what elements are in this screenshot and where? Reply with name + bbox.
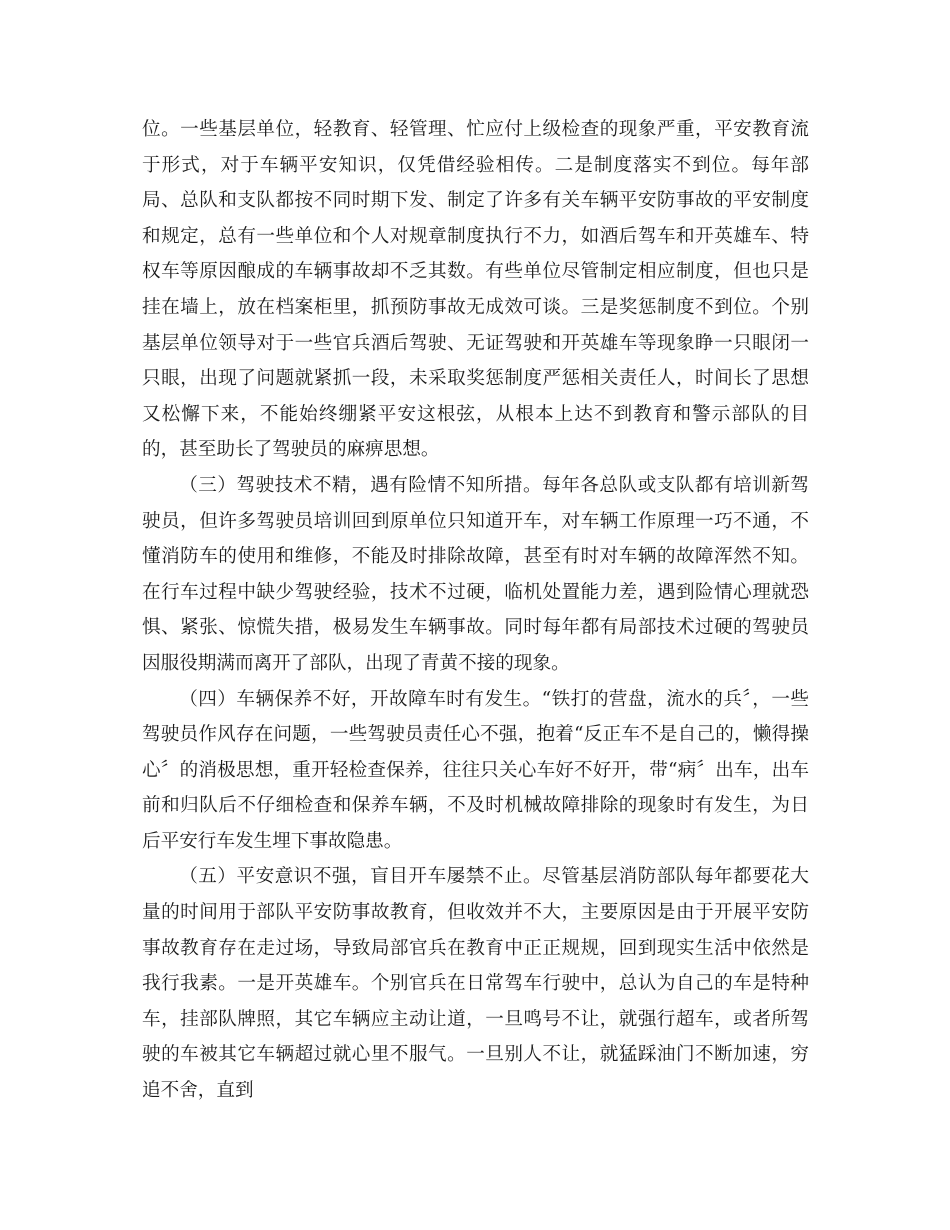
paragraph-section-3: （三）驾驶技术不精，遇有险情不知所措。每年各总队或支队都有培训新驾驶员，但许多驾驶员培训回到原单位只知道开车，对车辆工作原理一巧不通，不懂消防车的使用和维修，不能及时排除故障，甚至有时对车辆的故障浑然不知。在行车过程中缺少驾驶经验，技术不过硬，临机处置能力差，遇到险情心理就恐惧、紧张、惊慌失措，极易发生车辆事故。同时每年都有局部技术过硬的驾驶员因服役期满而离开了部队，出现了青黄不接的现象。 [142, 474, 809, 674]
paragraph-section-4: （四）车辆保养不好，开故障车时有发生。“铁打的营盘，流水的兵〞，一些驾驶员作风存在问题，一些驾驶员责任心不强，抱着“反正车不是自己的，懒得操心〞的消极思想，重开轻检查保养，往往只关心车好不好开，带“病〞出车，出车前和归队后不仔细检查和保养车辆，不及时机械故障排除的现象时有发生，为日后平安行车发生埋下事故隐患。 [142, 688, 809, 852]
paragraph-continuation: 位。一些基层单位，轻教育、轻管理、忙应付上级检查的现象严重，平安教育流于形式，对于车辆平安知识，仅凭借经验相传。二是制度落实不到位。每年部局、总队和支队都按不同时期下发、制定了许多有关车辆平安防事故的平安制度和规定，总有一些单位和个人对规章制度执行不力，如酒后驾车和开英雄车、特权车等原因酿成的车辆事故却不乏其数。有些单位尽管制定相应制度，但也只是挂在墙上，放在档案柜里，抓预防事故无成效可谈。三是奖惩制度不到位。个别基层单位领导对于一些官兵酒后驾驶、无证驾驶和开英雄车等现象睁一只眼闭一只眼，出现了问题就紧抓一段，未采取奖惩制度严惩相关责任人，时间长了思想又松懈下来，不能始终绷紧平安这根弦，从根本上达不到教育和警示部队的目的，甚至助长了驾驶员的麻痹思想。 [142, 119, 809, 461]
document-body [142, 112, 809, 1109]
paragraph-section-5: （五）平安意识不强，盲目开车屡禁不止。尽管基层消防部队每年都要花大量的时间用于部队平安防事故教育，但收效并不大，主要原因是由于开展平安防事故教育存在走过场，导致局部官兵在教育中正正规规，回到现实生活中依然是我行我素。一是开英雄车。个别官兵在日常驾车行驶中，总认为自己的车是特种车，挂部队牌照，其它车辆应主动让道，一旦鸣号不让，就强行超车，或者所驾驶的车被其它车辆超过就心里不服气。一旦别人不让，就猛踩油门不断加速，穷追不舍，直到 [142, 866, 809, 1102]
